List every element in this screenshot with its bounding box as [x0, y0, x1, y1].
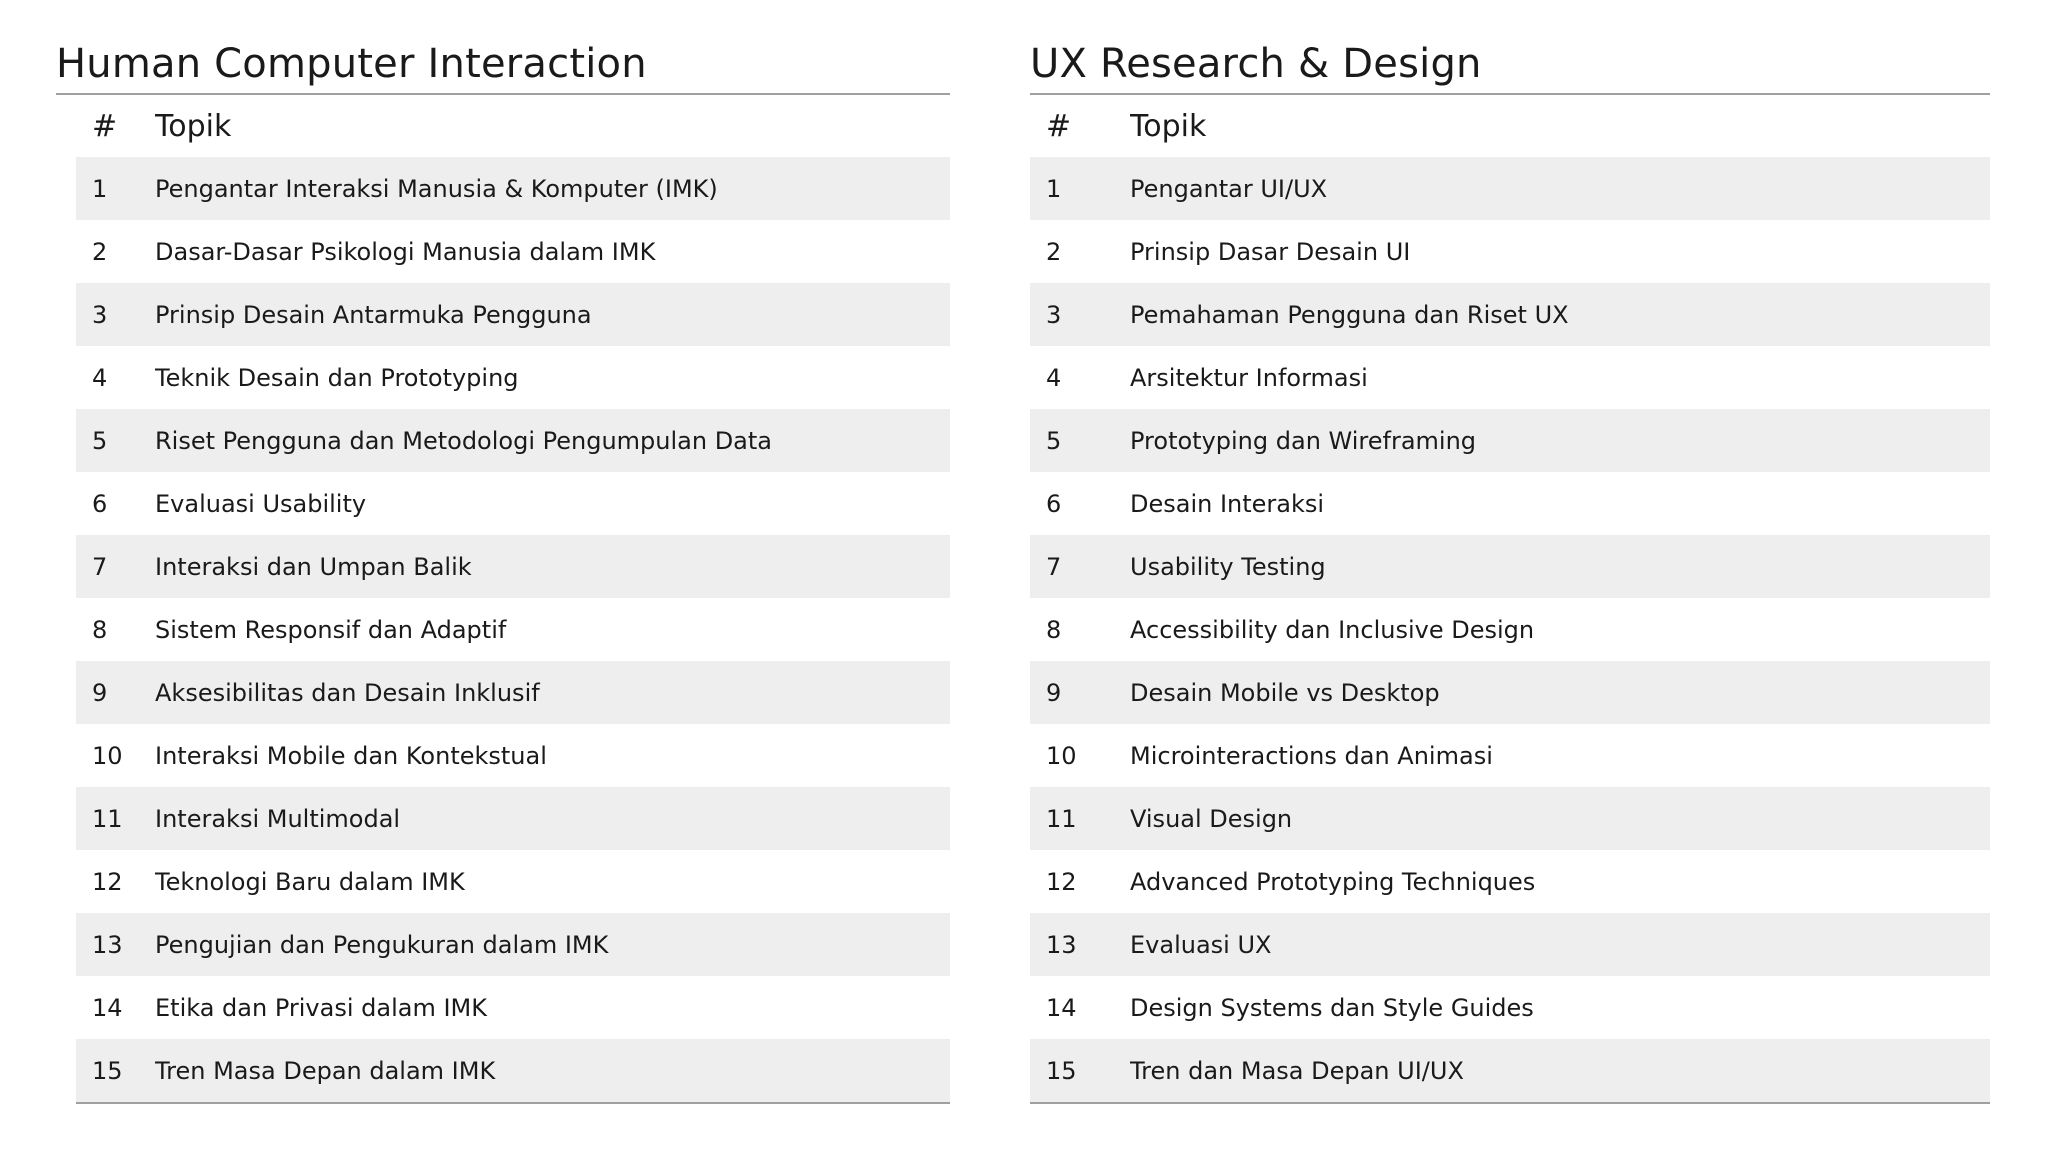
row-number: 9: [1046, 678, 1062, 707]
table-row: [1030, 913, 1990, 976]
row-topic: Teknologi Baru dalam IMK: [155, 867, 465, 896]
row-number: 13: [92, 930, 123, 959]
table-row: [76, 661, 950, 724]
row-number: 6: [92, 489, 108, 518]
row-number: 7: [1046, 552, 1062, 581]
row-topic: Arsitektur Informasi: [1130, 363, 1368, 392]
row-topic: Prinsip Desain Antarmuka Pengguna: [155, 300, 592, 329]
table-row: [76, 346, 950, 409]
table-row: [1030, 850, 1990, 913]
table-body: [1030, 157, 1990, 1102]
row-topic: Accessibility dan Inclusive Design: [1130, 615, 1535, 644]
row-topic: Pemahaman Pengguna dan Riset UX: [1130, 300, 1569, 329]
table-row: [1030, 976, 1990, 1039]
row-topic: Visual Design: [1130, 804, 1293, 833]
row-number: 8: [1046, 615, 1062, 644]
row-number: 4: [92, 363, 108, 392]
table-row: [1030, 472, 1990, 535]
row-number: 1: [1046, 174, 1062, 203]
row-number: 3: [92, 300, 108, 329]
row-number: 14: [1046, 993, 1077, 1022]
row-number: 12: [92, 867, 123, 896]
row-number: 10: [1046, 741, 1077, 770]
table-row: [1030, 535, 1990, 598]
table-row: [1030, 157, 1990, 220]
section-title: UX Research & Design: [1030, 41, 1482, 87]
table-row: [1030, 598, 1990, 661]
row-number: 6: [1046, 489, 1062, 518]
row-number: 12: [1046, 867, 1077, 896]
row-number: 11: [92, 804, 123, 833]
table-row: [76, 976, 950, 1039]
table-bottom-divider: [76, 1102, 950, 1104]
table-row: [76, 787, 950, 850]
row-number: 13: [1046, 930, 1077, 959]
table-row: [1030, 409, 1990, 472]
topic-table: [1030, 95, 1990, 1104]
table-row: [1030, 724, 1990, 787]
table-header: [1030, 95, 1990, 157]
table-row: [1030, 220, 1990, 283]
row-topic: Teknik Desain dan Prototyping: [155, 363, 519, 392]
row-topic: Evaluasi UX: [1130, 930, 1272, 959]
row-topic: Advanced Prototyping Techniques: [1130, 867, 1536, 896]
row-topic: Pengantar UI/UX: [1130, 174, 1328, 203]
table-row: [76, 409, 950, 472]
table-row: [1030, 661, 1990, 724]
table-row: [1030, 283, 1990, 346]
row-topic: Aksesibilitas dan Desain Inklusif: [155, 678, 540, 707]
row-topic: Dasar-Dasar Psikologi Manusia dalam IMK: [155, 237, 656, 266]
row-topic: Prototyping dan Wireframing: [1130, 426, 1477, 455]
row-number: 4: [1046, 363, 1062, 392]
row-topic: Sistem Responsif dan Adaptif: [155, 615, 507, 644]
row-topic: Etika dan Privasi dalam IMK: [155, 993, 487, 1022]
row-topic: Desain Interaksi: [1130, 489, 1325, 518]
table-row: [76, 850, 950, 913]
row-number: 7: [92, 552, 108, 581]
table-body: [76, 157, 950, 1102]
row-topic: Microinteractions dan Animasi: [1130, 741, 1493, 770]
column-header-topic: Topik: [155, 108, 232, 144]
row-topic: Tren dan Masa Depan UI/UX: [1130, 1056, 1464, 1085]
row-number: 2: [92, 237, 108, 266]
row-topic: Desain Mobile vs Desktop: [1130, 678, 1440, 707]
row-number: 14: [92, 993, 123, 1022]
table-row: [76, 1039, 950, 1102]
table-row: [76, 283, 950, 346]
row-topic: Tren Masa Depan dalam IMK: [155, 1056, 496, 1085]
row-number: 5: [1046, 426, 1062, 455]
table-row: [1030, 1039, 1990, 1102]
row-topic: Prinsip Dasar Desain UI: [1130, 237, 1411, 266]
row-number: 15: [92, 1056, 123, 1085]
row-number: 15: [1046, 1056, 1077, 1085]
table-row: [76, 472, 950, 535]
row-number: 5: [92, 426, 108, 455]
row-topic: Riset Pengguna dan Metodologi Pengumpulan Data: [155, 426, 773, 455]
row-topic: Evaluasi Usability: [155, 489, 367, 518]
row-number: 3: [1046, 300, 1062, 329]
table-row: [76, 598, 950, 661]
table-row: [76, 535, 950, 598]
row-topic: Pengantar Interaksi Manusia & Komputer (IMK): [155, 174, 718, 203]
row-topic: Usability Testing: [1130, 552, 1326, 581]
table-row: [1030, 346, 1990, 409]
row-topic: Interaksi dan Umpan Balik: [155, 552, 472, 581]
table-row: [1030, 787, 1990, 850]
table-row: [76, 724, 950, 787]
table-bottom-divider: [1030, 1102, 1990, 1104]
row-topic: Pengujian dan Pengukuran dalam IMK: [155, 930, 609, 959]
row-topic: Design Systems dan Style Guides: [1130, 993, 1534, 1022]
row-number: 11: [1046, 804, 1077, 833]
row-number: 8: [92, 615, 108, 644]
column-header-topic: Topik: [1130, 108, 1207, 144]
section-title: Human Computer Interaction: [56, 41, 647, 87]
column-header-number: #: [1046, 108, 1072, 144]
row-number: 2: [1046, 237, 1062, 266]
row-number: 1: [92, 174, 108, 203]
row-number: 9: [92, 678, 108, 707]
table-row: [76, 157, 950, 220]
row-topic: Interaksi Mobile dan Kontekstual: [155, 741, 547, 770]
table-row: [76, 220, 950, 283]
table-header: [76, 95, 950, 157]
table-row: [76, 913, 950, 976]
row-topic: Interaksi Multimodal: [155, 804, 401, 833]
column-header-number: #: [92, 108, 118, 144]
row-number: 10: [92, 741, 123, 770]
topic-table: [76, 95, 950, 1104]
